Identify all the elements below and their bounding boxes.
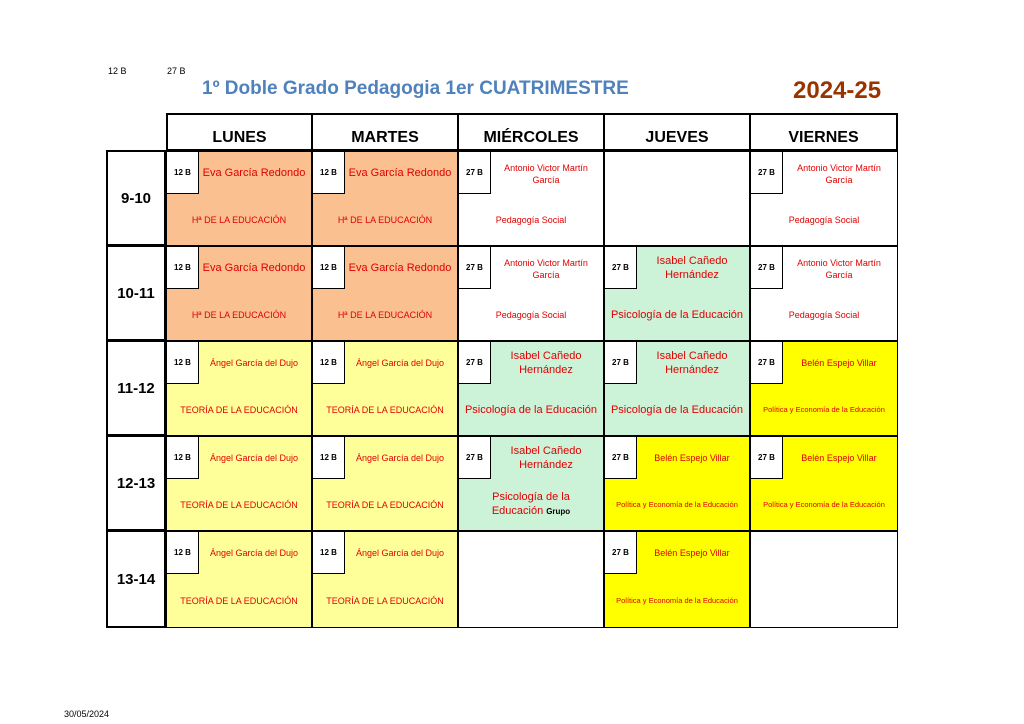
header-room-27b: 27 B (167, 66, 186, 76)
class-cell-jueves-12-13[interactable] (604, 436, 750, 531)
class-cell-lunes-12-13[interactable] (166, 436, 312, 531)
day-header-jueves: JUEVES (603, 113, 751, 151)
subject-name: Psicología de la Educación (610, 403, 744, 416)
day-header-viernes: VIERNES (749, 113, 898, 151)
room-label: 12 B (313, 342, 345, 384)
class-cell-jueves-13-14[interactable] (604, 531, 750, 628)
room-label: 27 B (751, 437, 783, 479)
class-cell-martes-12-13[interactable] (312, 436, 458, 531)
room-label: 27 B (751, 152, 783, 194)
teacher-name: Isabel Cañedo Hernández (656, 255, 728, 281)
subject-name: TEORÍA DE LA EDUCACIÓN (326, 499, 444, 510)
room-label: 12 B (167, 342, 199, 384)
teacher-name: Antonio Victor Martín García (797, 163, 881, 185)
room-label: 27 B (751, 342, 783, 384)
subject-name: Política y Economía de la Educación (763, 405, 885, 414)
room-label: 27 B (605, 247, 637, 289)
teacher-name: Eva García Redondo (202, 262, 306, 274)
subject-name: Pedagogía Social (788, 214, 860, 225)
room-label: 12 B (167, 152, 199, 194)
day-header-lunes: LUNES (166, 113, 313, 151)
subject-name: TEORÍA DE LA EDUCACIÓN (326, 404, 444, 415)
subject-name: Pedagogía Social (495, 214, 567, 225)
room-label: 12 B (313, 532, 345, 574)
subject-name: TEORÍA DE LA EDUCACIÓN (180, 595, 298, 606)
subject-name: TEORÍA DE LA EDUCACIÓN (180, 499, 298, 510)
room-label: 27 B (459, 342, 491, 384)
teacher-name: Isabel Cañedo Hernández (510, 445, 582, 471)
room-label: 12 B (313, 437, 345, 479)
subject-name: Psicología de la Educación (464, 403, 598, 416)
room-label: 27 B (605, 532, 637, 574)
teacher-name: Belén Espejo Villar (654, 453, 730, 463)
teacher-name: Isabel Cañedo Hernández (510, 350, 582, 376)
class-cell-viernes-12-13[interactable] (750, 436, 898, 531)
class-cell-viernes-11-12[interactable] (750, 341, 898, 436)
class-cell-viernes-9-10[interactable] (750, 151, 898, 246)
teacher-name: Antonio Victor Martín García (504, 258, 588, 280)
subject-name: Pedagogía Social (788, 309, 860, 320)
subject-name: TEORÍA DE LA EDUCACIÓN (326, 595, 444, 606)
day-header-miercoles: MIÉRCOLES (457, 113, 605, 151)
time-slot-13-14: 13-14 (106, 530, 166, 628)
academic-year: 2024-25 (793, 77, 882, 104)
subject-name: Política y Economía de la Educación (616, 596, 738, 605)
subject-name: Hª DE LA EDUCACIÓN (337, 309, 433, 320)
class-cell-martes-9-10[interactable] (312, 151, 458, 246)
teacher-name: Ángel García del Dujo (209, 453, 299, 463)
teacher-name: Ángel García del Dujo (209, 358, 299, 368)
teacher-name: Ángel García del Dujo (209, 548, 299, 558)
room-label: 12 B (313, 152, 345, 194)
teacher-name: Ángel García del Dujo (355, 453, 445, 463)
class-cell-martes-10-11[interactable] (312, 246, 458, 341)
teacher-name: Belén Espejo Villar (801, 358, 877, 368)
class-cell-lunes-11-12[interactable] (166, 341, 312, 436)
room-label: 12 B (167, 247, 199, 289)
room-label: 12 B (313, 247, 345, 289)
empty-cell-miercoles-13-14 (458, 531, 604, 628)
teacher-name: Ángel García del Dujo (355, 548, 445, 558)
subject-name: Hª DE LA EDUCACIÓN (337, 214, 433, 225)
schedule-grid (106, 113, 898, 628)
subject-name: Psicología de la Educación (610, 308, 744, 321)
teacher-name: Isabel Cañedo Hernández (656, 350, 728, 376)
class-cell-viernes-10-11[interactable] (750, 246, 898, 341)
class-cell-miercoles-10-11[interactable] (458, 246, 604, 341)
class-cell-miercoles-11-12[interactable] (458, 341, 604, 436)
time-slot-10-11: 10-11 (106, 245, 166, 341)
teacher-name: Eva García Redondo (348, 262, 452, 274)
subject-name: Política y Economía de la Educación (616, 500, 738, 509)
time-slot-11-12: 11-12 (106, 340, 166, 436)
subject-name: TEORÍA DE LA EDUCACIÓN (180, 404, 298, 415)
class-cell-lunes-9-10[interactable] (166, 151, 312, 246)
room-label: 27 B (605, 342, 637, 384)
class-cell-jueves-11-12[interactable] (604, 341, 750, 436)
room-label: 27 B (459, 247, 491, 289)
teacher-name: Eva García Redondo (202, 167, 306, 179)
empty-cell-jueves-9-10 (604, 151, 750, 246)
page-title: 1º Doble Grado Pedagogia 1er CUATRIMESTRE (202, 78, 629, 99)
room-label: 12 B (167, 532, 199, 574)
class-cell-miercoles-9-10[interactable] (458, 151, 604, 246)
class-cell-miercoles-12-13[interactable] (458, 436, 604, 531)
teacher-name: Belén Espejo Villar (654, 548, 730, 558)
class-cell-martes-13-14[interactable] (312, 531, 458, 628)
header-room-12b: 12 B (108, 66, 127, 76)
footer-date: 30/05/2024 (64, 709, 110, 719)
empty-cell-viernes-13-14 (750, 531, 898, 628)
class-cell-lunes-13-14[interactable] (166, 531, 312, 628)
room-label: 27 B (459, 437, 491, 479)
room-label: 27 B (605, 437, 637, 479)
teacher-name: Antonio Victor Martín García (797, 258, 881, 280)
class-cell-lunes-10-11[interactable] (166, 246, 312, 341)
subject-name: Psicología de la Educación (491, 491, 570, 517)
subject-name: Pedagogía Social (495, 309, 567, 320)
teacher-name: Antonio Victor Martín García (504, 163, 588, 185)
teacher-name: Eva García Redondo (348, 167, 452, 179)
class-cell-martes-11-12[interactable] (312, 341, 458, 436)
subject-name: Hª DE LA EDUCACIÓN (191, 309, 287, 320)
teacher-name: Ángel García del Dujo (355, 358, 445, 368)
group-note: Grupo (546, 507, 571, 516)
room-label: 27 B (459, 152, 491, 194)
subject-name: Hª DE LA EDUCACIÓN (191, 214, 287, 225)
room-label: 27 B (751, 247, 783, 289)
room-label: 12 B (167, 437, 199, 479)
time-slot-12-13: 12-13 (106, 435, 166, 531)
teacher-name: Belén Espejo Villar (801, 453, 877, 463)
subject-block (459, 479, 603, 530)
class-cell-jueves-10-11[interactable] (604, 246, 750, 341)
subject-name: Política y Economía de la Educación (763, 500, 885, 509)
day-header-martes: MARTES (311, 113, 459, 151)
time-slot-9-10: 9-10 (106, 150, 166, 246)
